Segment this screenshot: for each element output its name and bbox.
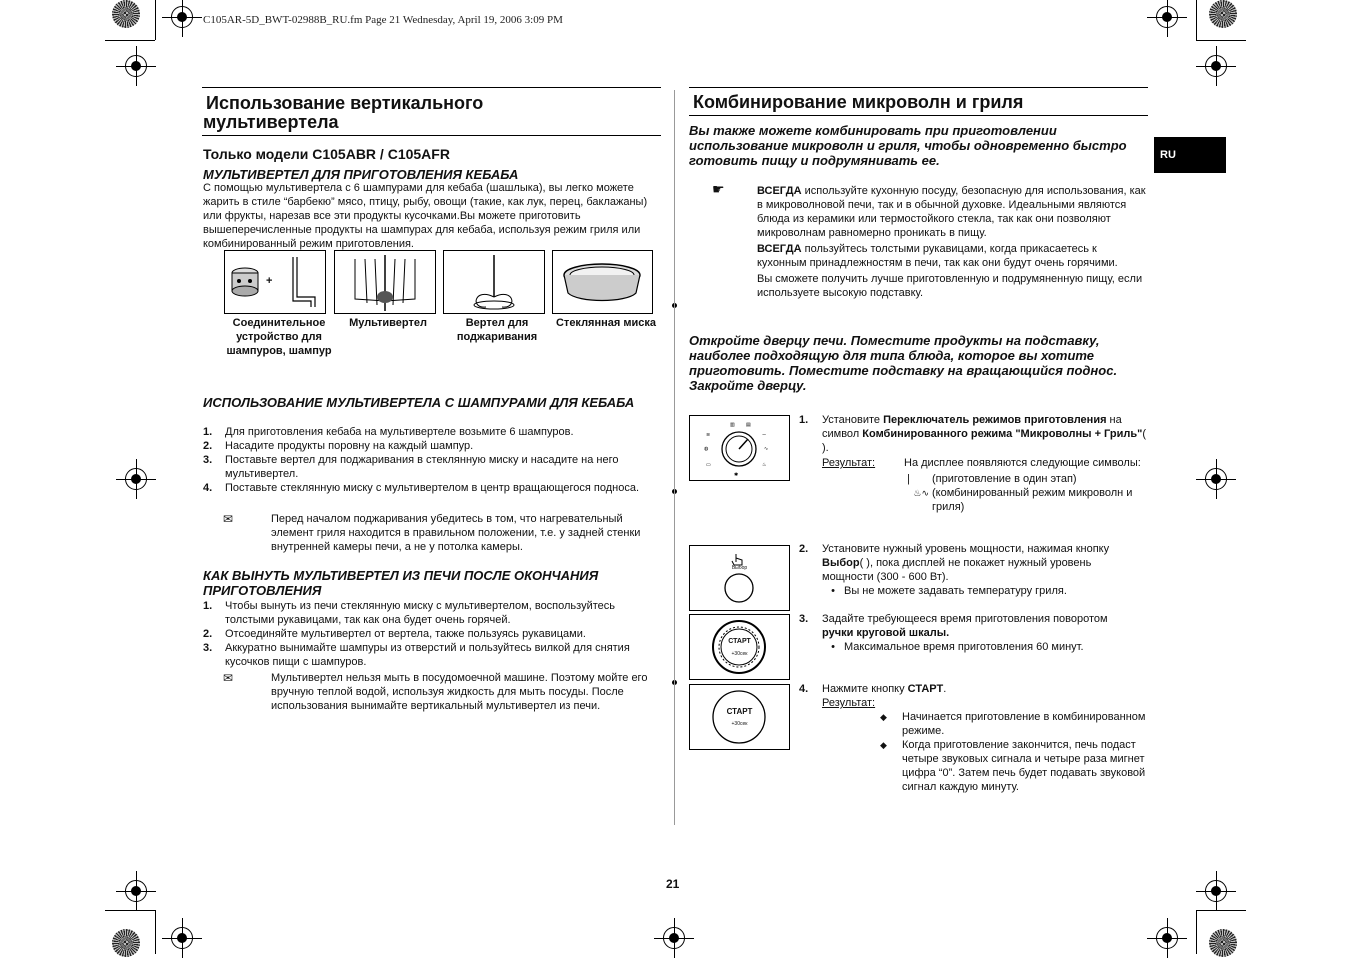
skewer-connector-image [224,250,326,314]
plus30-label: +30сек [731,651,748,657]
file-header: C105AR-5D_BWT-02988B_RU.fm Page 21 Wednesday, April 19, 2006 3:09 PM [203,14,563,26]
registration-mark-icon [125,468,147,490]
plus-sign: + [266,275,273,287]
section-title-use-spit: ИСПОЛЬЗОВАНИЕ МУЛЬТИВЕРТЕЛА С ШАМПУРАМИ ДЛЯ КЕБАБА [203,395,635,410]
step-1: 1. Установите Переключатель режимов приготовления на символ Комбинированного режима "Микроволны + Гриль"( ). Результат: На дисплее появляются следующие символы: | (приготовление в один этап) ♨∿ (комбинированный режим микроволн и гриля) [799,414,1146,513]
pointing-hand-icon: ☛ [712,181,725,197]
list-item: 3. Поставьте вертел для поджаривания в стеклянную миску и насадите на него мультивертел. [203,454,619,480]
use-spit-steps [203,425,661,495]
registration-mark-icon [1205,880,1227,902]
open-door-instruction: Откройте дверцу печи. Поместите продукты на подставку, наиболее подходящую для типа блюда, которое вы хотите приготовить. Поместите подставку на вращающийся поднос. Закройте дверцу. [689,333,1118,393]
roasting-spit-image [443,250,545,314]
one-stage-icon: | [907,473,910,485]
dial-knob-image [689,614,790,680]
caption-glass-bowl: Стеклянная миска [555,317,656,329]
registration-mark-icon [663,927,685,949]
language-tab: RU [1154,137,1226,173]
kebab-description: С помощью мультивертела с 6 шампурами для кебаба (шашлыка), вы легко можете жарить в стиле “барбекю” мясо, птицу, рыбу, овощи (такие, как лук, перец, баклажаны) или фрукты, нарезав все эти продукты кусочками.Вы можете приготовить вышеперечисленные продукты на шампурах для кебаба, используя режим гриля или комбинированный режим приготовления. [203,182,648,250]
color-target-icon [112,929,140,957]
svg-text:▥: ▥ [730,422,735,428]
svg-text:∽: ∽ [762,432,767,438]
registration-mark-icon [1156,6,1178,28]
note-icon: ✉ [223,512,234,526]
svg-text:◍: ◍ [704,446,709,452]
note-icon: ✉ [223,671,234,685]
registration-mark-icon [125,55,147,77]
start-label: СТАРТ [726,707,753,716]
multi-spit-image [334,250,436,314]
list-item: 3. Аккуратно вынимайте шампуры из отверстий и пользуйтесь вилкой для снятия кусочков пищи с шампуров. [203,642,630,668]
color-target-icon [1209,929,1237,957]
section-title-remove-spit: КАК ВЫНУТЬ МУЛЬТИВЕРТЕЛ ИЗ ПЕЧИ ПОСЛЕ ОКОНЧАНИЯ ПРИГОТОВЛЕНИЯ [203,568,599,598]
remove-spit-steps [203,599,661,669]
registration-mark-icon [171,927,193,949]
list-item: 1. Для приготовления кебаба на мультивертеле возьмите 6 шампуров. [203,426,574,438]
registration-mark-icon [1156,927,1178,949]
note-dishwasher: ✉ Мультивертел нельзя мыть в посудомоечной машине. Поэтому мойте его вручную теплой водой, используя жидкость для мыть посуды. После использования вынимайте вертикальный мультивертел из печи. [203,671,661,713]
note-grill-position: ✉ Перед началом поджаривания убедитесь в том, что нагревательный элемент гриля находится в правильном положении, т.е. у задней стенки внутренней камеры печи, а не у потолка камеры. [203,512,661,554]
glass-bowl-image [552,250,653,314]
section-title-kebab: МУЛЬТИВЕРТЕЛ ДЛЯ ПРИГОТОВЛЕНИЯ КЕБАБА [203,167,519,182]
start-button-image [689,684,790,750]
svg-text:≋: ≋ [706,432,711,438]
always-notes: ВСЕГДА используйте кухонную посуду, безопасную для использования, как в микроволновой печи, так и в обычной духовке. Идеальными являются блюда из керамики или термостойкого стекла, так как они позволяют микроволнам равномерно проникать в пищу. ВСЕГДА пользуйтесь толстыми рукавицами, когда прикасаетесь к кухонным принадлежностям в печи, так как они будут очень горячими. Вы сможете получить лучше приготовленную и подрумяненную пищу, если используете высокую подставку. [757,185,1146,299]
svg-text:♨: ♨ [762,462,767,468]
registration-mark-icon [125,880,147,902]
select-label: Выбор [731,565,748,571]
svg-text:∿: ∿ [764,446,769,452]
diamond-bullet-icon: ◆ [880,740,887,750]
left-title: Использование вертикального мультивертела [203,93,484,132]
svg-text:▭: ▭ [706,462,711,468]
diamond-bullet-icon: ◆ [880,712,887,722]
list-item: 2. Отсоединяйте мультивертел от вертела, также пользуясь рукавицами. [203,628,586,640]
plus30-label: +30сек [731,721,748,727]
page-number: 21 [666,877,680,891]
caption-multi-spit: Мультивертел [349,317,427,329]
registration-mark-icon [1205,468,1227,490]
step-2: 2. Установите нужный уровень мощности, нажимая кнопку Выбор( ), пока дисплей не покажет нужный уровень мощности (300 - 600 Вт). • Вы не можете задавать температуру гриля. [799,543,1110,597]
color-target-icon [1209,0,1237,28]
select-button-image [689,545,790,611]
right-title: Комбинирование микроволн и гриля [693,92,1024,112]
registration-mark-icon [1205,55,1227,77]
start-label: СТАРТ [728,638,751,645]
models-subtitle: Только модели C105ABR / C105AFR [203,146,450,162]
caption-roasting-spit: Вертел для поджаривания [456,317,538,343]
caption-connector: Соединительное устройство для шампуров, шампур [226,317,332,357]
registration-mark-icon [171,6,193,28]
svg-text:✱: ✱ [734,472,739,478]
color-target-icon [112,0,140,28]
step-4: 4. Нажмите кнопку СТАРТ. Результат: ◆ Начинается приготовление в комбинированном режиме. ◆ Когда приготовление закончится, печь подаст четыре звуковых сигнала и четыре раза мигнет цифра “0”. Затем печь будет подавать звуковой сигнал каждую минуту. [799,683,1146,793]
combi-mode-icon: ♨∿ [913,488,929,498]
list-item: 4. Поставьте стеклянную миску с мультивертелом в центр вращающегося подноса. [203,482,640,494]
step-3: 3. Задайте требующееся время приготовления поворотом ручки круговой шкалы. • Максимальное время приготовления 60 минут. [799,613,1108,653]
mode-dial-image [689,415,790,481]
combi-intro: Вы также можете комбинировать при приготовлении использование микроволн и гриля, чтобы одновременно быстро готовить пищу и подрумянивать ее. [689,123,1127,168]
list-item: 2. Насадите продукты поровну на каждый шампур. [203,440,474,452]
svg-text:▤: ▤ [746,422,751,428]
list-item: 1. Чтобы вынуть из печи стеклянную миску с мультивертелом, воспользуйтесь толстыми рукавицами, так как она будет очень горячей. [203,600,615,626]
